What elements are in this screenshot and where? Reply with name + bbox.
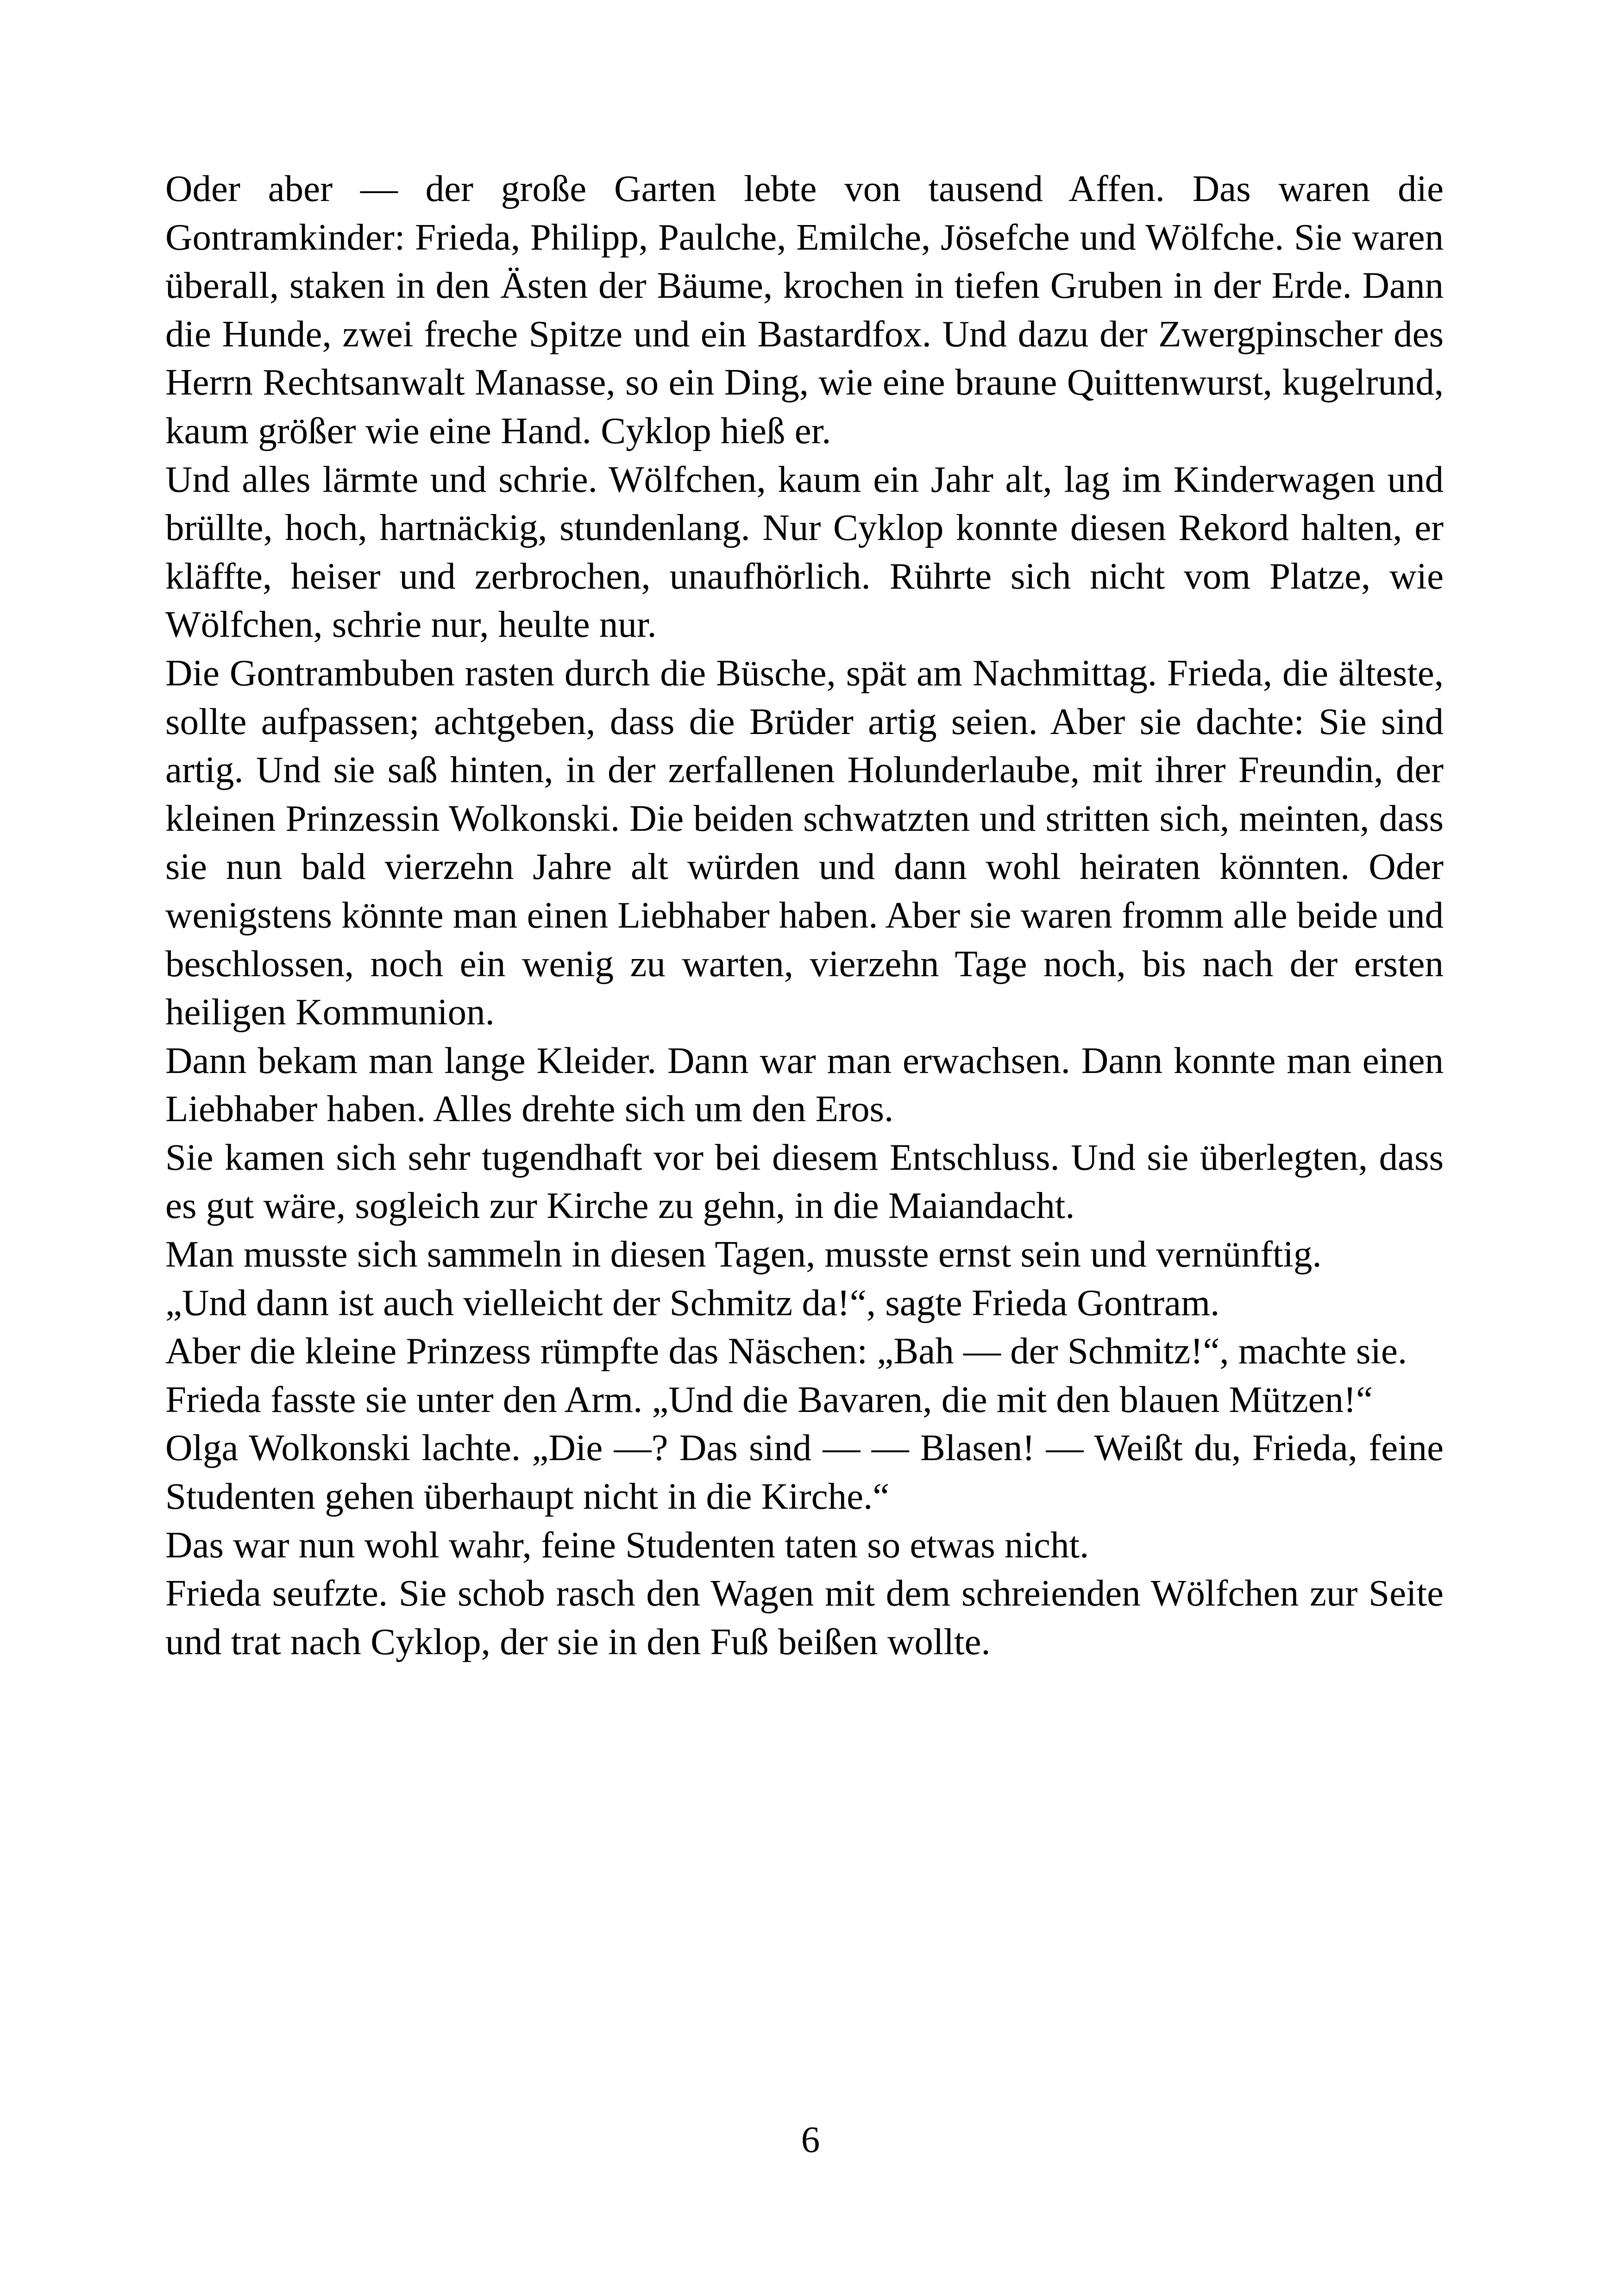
paragraph-4: Dann bekam man lange Kleider. Dann war man erwachsen. Dann konnte man einen Liebhaber haben. Alles drehte sich um den Eros. (165, 1039, 1444, 1130)
page-number: 6 (801, 2119, 820, 2160)
paragraph-1: Oder aber — der große Garten lebte von tausend Affen. Das waren die Gontramkinder: Frieda, Philipp, Paulche, Emilche, Jösefche und Wölfche. Sie waren überall, staken in den Ästen der Bäume, krochen in tiefen Gruben in der Erde. Dann die Hunde, zwei freche Spitze und ein Bastardfox. Und dazu der Zwergpinscher des Herrn Rechtsanwalt Manasse, so ein Ding, wie eine braune Quittenwurst, kugelrund, kaum größer wie eine Hand. Cyklop hieß er. (165, 168, 1444, 452)
paragraph-9: Frieda fasste sie unter den Arm. „Und die Bavaren, die mit den blauen Mützen!“ (165, 1378, 1373, 1420)
paragraph-12: Frieda seufzte. Sie schob rasch den Wagen mit dem schreienden Wölfchen zur Seite und trat nach Cyklop, der sie in den Fuß beißen wollte. (165, 1572, 1444, 1662)
paragraph-5: Sie kamen sich sehr tugendhaft vor bei diesem Entschluss. Und sie überlegten, dass es gut wäre, sogleich zur Kirche zu gehn, in die Maiandacht. (165, 1136, 1444, 1227)
paragraph-11: Das war nun wohl wahr, feine Studenten taten so etwas nicht. (165, 1524, 1089, 1566)
paragraph-8: Aber die kleine Prinzess rümpfte das Näschen: „Bah — der Schmitz!“, machte sie. (165, 1330, 1407, 1372)
paragraph-7: „Und dann ist auch vielleicht der Schmitz da!“, sagte Frieda Gontram. (165, 1281, 1220, 1324)
paragraph-2: Und alles lärmte und schrie. Wölfchen, kaum ein Jahr alt, lag im Kinderwagen und brüllte, hoch, hartnäckig, stundenlang. Nur Cyklop konnte diesen Rekord halten, er kläffte, heiser und zerbrochen, unaufhörlich. Rührte sich nicht vom Platze, wie Wölfchen, schrie nur, heulte nur. (165, 458, 1444, 646)
paragraph-10: Olga Wolkonski lachte. „Die —? Das sind — — Blasen! — Weißt du, Frieda, feine Studenten gehen überhaupt nicht in die Kirche.“ (165, 1427, 1444, 1518)
body-text (165, 164, 1444, 1666)
paragraph-3: Die Gontrambuben rasten durch die Büsche, spät am Nachmittag. Frieda, die älteste, sollte aufpassen; achtgeben, dass die Brüder artig seien. Aber sie dachte: Sie sind artig. Und sie saß hinten, in der zerfallenen Holunderlaube, mit ihrer Freundin, der kleinen Prinzessin Wolkonski. Die beiden schwatzten und stritten sich, meinten, dass sie nun bald vierzehn Jahre alt würden und dann wohl heiraten könnten. Oder wenigstens könnte man einen Liebhaber haben. Aber sie waren fromm alle beide und beschlossen, noch ein wenig zu warten, vierzehn Tage noch, bis nach der ersten heiligen Kommunion. (165, 652, 1444, 1033)
paragraph-6: Man musste sich sammeln in diesen Tagen, musste ernst sein und vernünftig. (165, 1233, 1322, 1275)
